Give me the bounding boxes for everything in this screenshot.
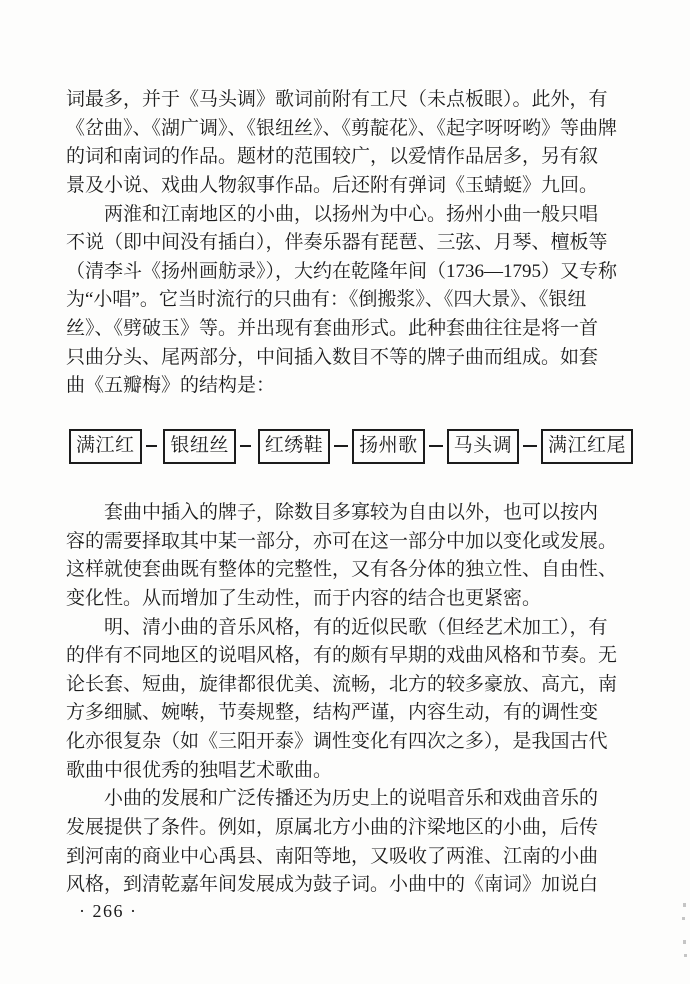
text-line: 到河南的商业中心禹县、南阳等地，又吸收了两淮、江南的小曲 (66, 845, 599, 867)
text-line: 容的需要择取其中某一部分，亦可在这一部分中加以变化或发展。 (66, 530, 618, 552)
scan-artifact (684, 954, 687, 957)
text-line: 风格，到清乾嘉年间发展成为鼓子词。小曲中的《南词》加说白 (66, 874, 599, 896)
text-line: 这样就使套曲既有整体的完整性，又有各分体的独立性、自由性、 (66, 559, 618, 581)
text-line: 发展提供了条件。例如，原属北方小曲的汴梁地区的小曲，后传 (66, 817, 599, 839)
text-line: 论长套、短曲，旋律都很优美、流畅，北方的较多豪放、高亢，南 (66, 673, 618, 695)
diagram-connector (523, 445, 537, 447)
diagram-connector (146, 445, 160, 447)
text-line: 的伴有不同地区的说唱风格，有的颇有早期的戏曲风格和节奏。无 (66, 645, 618, 667)
text-line: 小曲的发展和广泛传播还为历史上的说唱音乐和戏曲音乐的 (66, 788, 599, 810)
diagram-connector (429, 445, 443, 447)
scan-artifact (682, 917, 685, 920)
diagram-box: 扬州歌 (352, 429, 425, 464)
text-line: 歌曲中很优秀的独唱艺术歌曲。 (66, 759, 333, 781)
text-line: 化亦很复杂（如《三阳开泰》调性变化有四次之多），是我国古代 (66, 731, 608, 753)
text-line: 套曲中插入的牌子，除数目多寡较为自由以外，也可以按内 (66, 502, 599, 523)
text-line: 方多细腻、婉啭，节奏规整，结构严谨，内容生动，有的调性变 (66, 702, 599, 724)
text-line: 景及小说、戏曲人物叙事作品。后还附有弹词《玉蜻蜓》九回。 (66, 174, 599, 196)
diagram-box: 红绣鞋 (258, 429, 331, 464)
diagram-connector (240, 445, 254, 447)
page-number: · 266 · (79, 901, 138, 921)
text-line: 曲《五瓣梅》的结构是： (66, 375, 276, 397)
diagram-box: 满江红尾 (541, 429, 633, 464)
scan-artifact (683, 903, 686, 907)
text-line: 词最多，并于《马头调》歌词前附有工尺（未点板眼）。此外，有 (66, 89, 608, 110)
diagram-box: 满江红 (69, 429, 142, 464)
text-line: （清李斗《扬州画舫录》），大约在乾隆年间（1736—1795）又专称 (66, 260, 618, 282)
text-line: 《岔曲》、《湖广调》、《银纽丝》、《剪靛花》、《起字呀呀哟》等曲牌 (66, 117, 618, 139)
scan-artifact (683, 940, 686, 944)
text-line: 的词和南词的作品。题材的范围较广，以爱情作品居多，另有叙 (66, 146, 599, 168)
diagram-box: 银纽丝 (163, 429, 236, 464)
text-block-lower (66, 499, 627, 900)
text-line: 两淮和江南地区的小曲，以扬州为中心。扬州小曲一般只唱 (66, 203, 599, 225)
suite-structure-diagram (69, 428, 633, 464)
text-block-upper (66, 86, 627, 401)
text-line: 明、清小曲的音乐风格，有的近似民歌（但经艺术加工），有 (66, 616, 608, 638)
text-line: 为“小唱”。它当时流行的只曲有：《倒搬浆》、《四大景》、《银纽 (66, 289, 587, 311)
diagram-box: 马头调 (447, 429, 520, 464)
text-line: 只曲分头、尾两部分，中间插入数目不等的牌子曲而组成。如套 (66, 346, 599, 368)
text-line: 丝》、《劈破玉》等。并出现有套曲形式。此种套曲往往是将一首 (66, 318, 599, 340)
text-line: 变化性。从而增加了生动性，而于内容的结合也更紧密。 (66, 587, 542, 609)
text-line: 不说（即中间没有插白），伴奏乐器有琵琶、三弦、月琴、檀板等 (66, 232, 608, 254)
diagram-connector (334, 445, 348, 447)
